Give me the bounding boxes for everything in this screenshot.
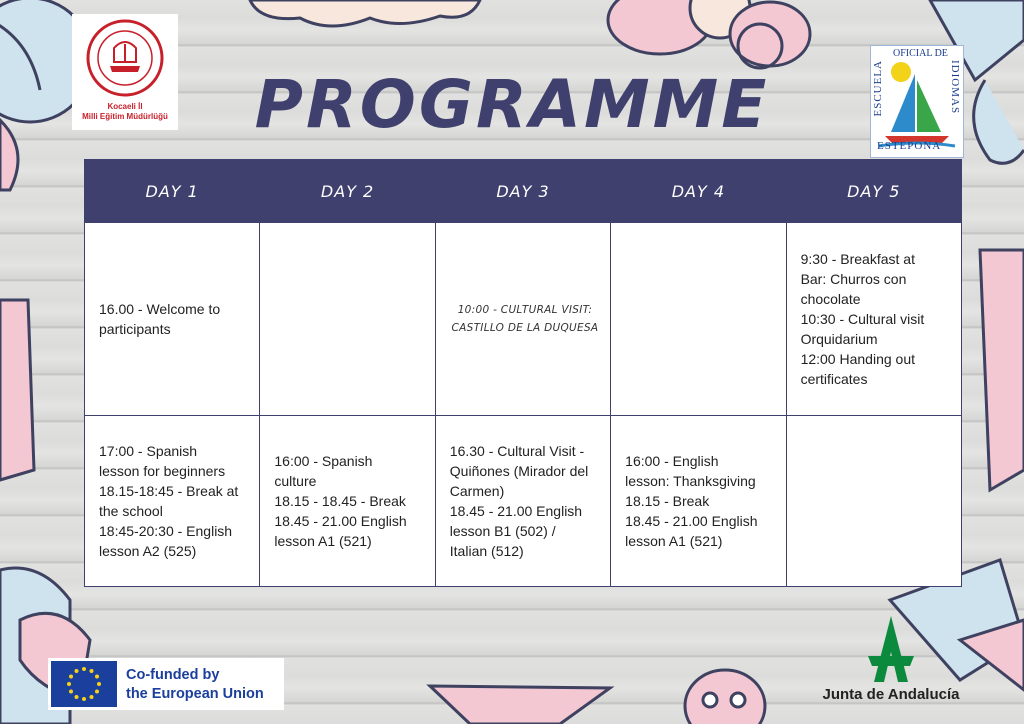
schedule-cell <box>786 223 961 416</box>
table-row <box>85 416 962 587</box>
schedule-line: 18.15 - Break <box>625 493 710 509</box>
schedule-line: 10:00 - CULTURAL VISIT: <box>457 304 593 316</box>
schedule-line: 18.45 - 21.00 English <box>274 513 407 529</box>
eu-flag-icon <box>51 661 117 707</box>
schedule-cell <box>260 416 435 587</box>
eu-cofunded-logo <box>48 658 284 710</box>
eu-star <box>95 690 99 694</box>
page-title: PROGRAMME <box>254 66 770 143</box>
schedule-line: 9:30 - Breakfast at <box>800 251 915 267</box>
junta-andalucia-logo <box>806 612 976 712</box>
schedule-line: lesson A1 (521) <box>625 533 723 549</box>
schedule-cell <box>611 416 786 587</box>
header-row <box>85 160 962 223</box>
schedule-line: culture <box>274 473 317 489</box>
schedule-line: 18.45 - 21.00 English <box>449 503 583 519</box>
schedule-line: CASTILLO DE LA DUQUESA <box>451 322 599 334</box>
day-header: DAY 4 <box>611 160 786 223</box>
eu-star <box>69 675 73 679</box>
pencil-doodle <box>0 300 34 480</box>
eoi-line-3: IDIOMAS <box>949 60 961 115</box>
paper-plane-doodle <box>430 686 610 724</box>
schedule-line: 18.45 - 21.00 English <box>625 513 758 529</box>
schedule-cell <box>435 416 610 587</box>
cloud-doodle <box>250 0 480 26</box>
programme-table <box>84 159 962 587</box>
schedule-line: participants <box>99 321 171 337</box>
eoi-line-2: OFICIAL DE <box>893 48 948 59</box>
day-header: DAY 5 <box>786 160 961 223</box>
schedule-line: 18.15 - 18.45 - Break <box>274 493 406 509</box>
schedule-line: Italian (512) <box>449 543 524 559</box>
schedule-line: 16.30 - Cultural Visit - <box>449 443 585 459</box>
eu-star <box>75 669 79 673</box>
schedule-line: Bar: Churros con <box>800 271 907 287</box>
eu-star <box>82 697 86 701</box>
logo-caption-line-2: Milli Eğitim Müdürlüğü <box>82 112 168 121</box>
schedule-line: 10:30 - Cultural visit <box>800 311 925 327</box>
schedule-line: 18:45-20:30 - English <box>99 523 233 539</box>
logo-caption-line-1: Kocaeli İl <box>107 102 143 111</box>
eu-star <box>90 695 94 699</box>
schedule-cell <box>85 223 260 416</box>
eu-text-line-2: the European Union <box>126 686 264 702</box>
schedule-line: 16.00 - Welcome to <box>99 301 221 317</box>
schedule-line: the school <box>99 503 163 519</box>
flower-doodle <box>608 0 810 68</box>
schedule-cell <box>85 416 260 587</box>
schedule-line: lesson for beginners <box>99 463 226 479</box>
day-header: DAY 2 <box>260 160 435 223</box>
eu-star <box>90 669 94 673</box>
schedule-line: 16:00 - English <box>625 453 719 469</box>
schedule-line: 16:00 - Spanish <box>274 453 373 469</box>
bug-doodle <box>685 670 765 724</box>
eu-star <box>75 695 79 699</box>
schedule-line: 12:00 Handing out <box>800 351 915 367</box>
schedule-cell <box>786 416 961 587</box>
junta-text: Junta de Andalucía <box>822 686 960 703</box>
eu-star <box>97 682 101 686</box>
schedule-cell <box>435 223 610 416</box>
schedule-cell <box>260 223 435 416</box>
ruler-doodle <box>980 250 1024 490</box>
day-header: DAY 1 <box>85 160 260 223</box>
schedule-line: lesson B1 (502) / <box>449 523 556 539</box>
schedule-line: lesson: Thanksgiving <box>625 473 756 489</box>
eoi-line-4: ESTEPONA <box>877 140 942 152</box>
schedule-line: chocolate <box>800 291 861 307</box>
eu-star <box>69 690 73 694</box>
eu-text-line-1: Co-funded by <box>126 667 220 683</box>
schedule-line: lesson A1 (521) <box>274 533 372 549</box>
eu-star <box>95 675 99 679</box>
schedule-line: Carmen) <box>449 483 505 499</box>
schedule-cell <box>611 223 786 416</box>
schedule-line: 17:00 - Spanish <box>99 443 198 459</box>
junta-a-icon <box>806 612 976 686</box>
schedule-line: lesson A2 (525) <box>99 543 197 559</box>
schedule-line: Quiñones (Mirador del <box>449 463 589 479</box>
eu-star <box>67 682 71 686</box>
eoi-line-1: ESCUELA <box>872 60 884 117</box>
schedule-line: 18.15-18:45 - Break at <box>99 483 239 499</box>
eu-star <box>82 667 86 671</box>
table-row <box>85 223 962 416</box>
eu-stars <box>67 667 101 701</box>
schedule-line: Orquidarium <box>800 331 878 347</box>
day-header: DAY 3 <box>435 160 610 223</box>
schedule-line: certificates <box>800 371 868 387</box>
